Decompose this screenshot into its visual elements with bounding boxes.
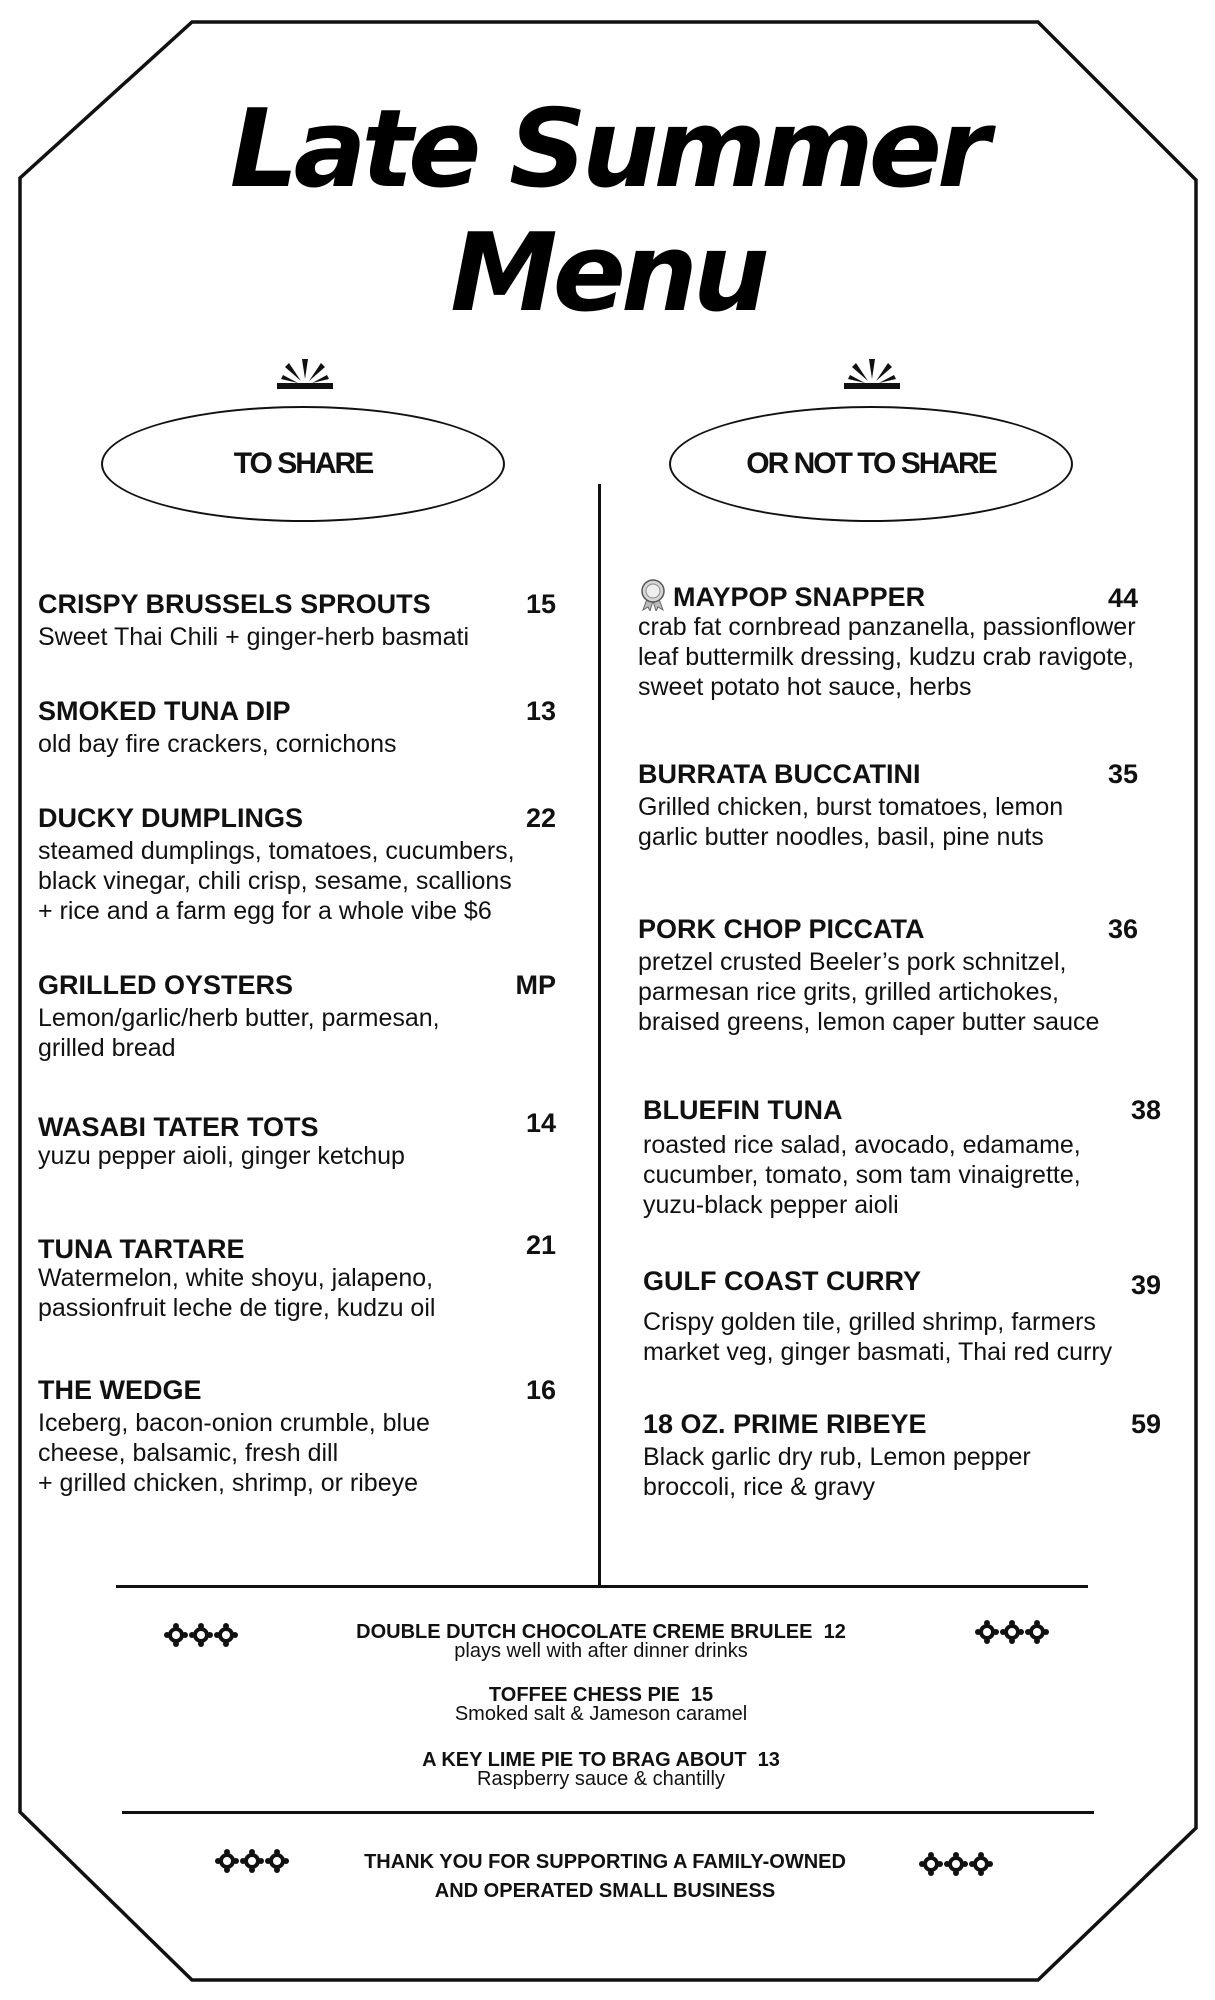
item-description: steamed dumplings, tomatoes, cucumbers, (38, 837, 515, 865)
flower-trio-icon (215, 1848, 289, 1874)
item-name: WASABI TATER TOTS (38, 1112, 319, 1142)
item-description: yuzu-black pepper aioli (643, 1191, 899, 1219)
section-heading-label: OR NOT TO SHARE (746, 447, 996, 480)
dessert-item (300, 1622, 902, 1660)
section-heading-to-share (101, 406, 505, 522)
item-price: 21 (525, 1230, 556, 1260)
item-name: TUNA TARTARE (38, 1234, 245, 1264)
item-description: cucumber, tomato, som tam vinaigrette, (643, 1161, 1081, 1189)
menu-item-smoked-tuna-dip (38, 696, 556, 759)
item-description: broccoli, rice & gravy (643, 1473, 876, 1501)
item-price: 13 (525, 696, 556, 726)
item-description: Sweet Thai Chili + ginger-herb basmati (38, 623, 470, 651)
item-name: GRILLED OYSTERS (38, 970, 294, 1000)
item-name: DUCKY DUMPLINGS (38, 803, 304, 833)
item-description: crab fat cornbread panzanella, passionflower (638, 613, 1136, 641)
item-description: cheese, balsamic, fresh dill (38, 1439, 339, 1467)
item-description: Lemon/garlic/herb butter, parmesan, (38, 1004, 440, 1032)
item-name: CRISPY BRUSSELS SPROUTS (38, 589, 431, 619)
item-price: 39 (1130, 1270, 1161, 1300)
item-price: 59 (1130, 1409, 1161, 1439)
item-description: braised greens, lemon caper butter sauce (638, 1008, 1100, 1036)
dessert-name: DOUBLE DUTCH CHOCOLATE CREME BRULEE 12 (356, 1621, 846, 1643)
item-description: parmesan rice grits, grilled artichokes, (638, 978, 1059, 1006)
dessert-item (300, 1750, 902, 1788)
menu-item-ducky-dumplings (38, 803, 556, 926)
item-description: + grilled chicken, shrimp, or ribeye (38, 1469, 419, 1497)
item-name: 18 OZ. PRIME RIBEYE (643, 1409, 927, 1439)
menu-item-burrata-buccatini (638, 759, 1156, 852)
item-price: 44 (1107, 583, 1138, 613)
section-heading-or-not-to-share (669, 406, 1073, 522)
item-description: leaf buttermilk dressing, kudzu crab ravigote, (638, 643, 1135, 671)
section-heading-label: TO SHARE (233, 447, 373, 480)
menu-item-the-wedge (38, 1375, 556, 1498)
dessert-name: A KEY LIME PIE TO BRAG ABOUT 13 (422, 1749, 780, 1771)
menu-item-18-oz-prime-ribeye (643, 1409, 1161, 1502)
menu-item-bluefin-tuna (643, 1095, 1161, 1220)
item-price: 35 (1107, 759, 1138, 789)
column-divider (598, 484, 601, 1586)
item-price: 15 (525, 589, 556, 619)
menu-item-pork-chop-piccata (638, 914, 1156, 1037)
dessert-description: plays well with after dinner drinks (454, 1640, 748, 1662)
thank-you-line: THANK YOU FOR SUPPORTING A FAMILY-OWNED (364, 1851, 846, 1873)
sunburst-icon (842, 355, 902, 391)
item-description: + rice and a farm egg for a whole vibe $6 (38, 897, 492, 925)
item-name: BURRATA BUCCATINI (638, 759, 921, 789)
menu-item-maypop-snapper (638, 579, 1156, 702)
menu-item-grilled-oysters (38, 970, 556, 1063)
item-description: pretzel crusted Beeler’s pork schnitzel, (638, 948, 1067, 976)
item-name: THE WEDGE (38, 1375, 202, 1405)
item-price: 14 (525, 1108, 556, 1138)
flower-trio-icon (919, 1851, 993, 1877)
item-name: GULF COAST CURRY (643, 1266, 921, 1296)
dessert-description: Raspberry sauce & chantilly (477, 1768, 725, 1790)
item-price: 36 (1107, 914, 1138, 944)
menu-item-gulf-coast-curry (643, 1266, 1161, 1367)
section-divider (116, 1585, 1088, 1588)
sunburst-icon (275, 355, 335, 391)
item-price: 22 (525, 803, 556, 833)
menu-item-tuna-tartare (38, 1230, 556, 1323)
item-description: Grilled chicken, burst tomatoes, lemon (638, 793, 1064, 821)
item-description: Iceberg, bacon-onion crumble, blue (38, 1409, 430, 1437)
award-icon (638, 579, 668, 611)
item-description: old bay fire crackers, cornichons (38, 730, 397, 758)
item-description: sweet potato hot sauce, herbs (638, 673, 972, 701)
item-description: Crispy golden tile, grilled shrimp, farmers (643, 1308, 1096, 1336)
dessert-item (300, 1685, 902, 1723)
item-description: grilled bread (38, 1034, 176, 1062)
menu-item-wasabi-tater-tots (38, 1108, 556, 1171)
item-price: 38 (1130, 1095, 1161, 1125)
flower-trio-icon (164, 1622, 238, 1648)
menu-title-line-1: Late Summer (229, 87, 986, 212)
menu-title-line-2: Menu (450, 211, 765, 336)
menu-item-crispy-brussels-sprouts (38, 589, 556, 652)
item-description: yuzu pepper aioli, ginger ketchup (38, 1142, 405, 1170)
item-name: SMOKED TUNA DIP (38, 696, 291, 726)
thank-you-line: AND OPERATED SMALL BUSINESS (434, 1880, 776, 1902)
item-description: Watermelon, white shoyu, jalapeno, (38, 1264, 434, 1292)
item-description: passionfruit leche de tigre, kudzu oil (38, 1294, 436, 1322)
dessert-name: TOFFEE CHESS PIE 15 (488, 1684, 714, 1706)
item-description: Black garlic dry rub, Lemon pepper (643, 1443, 1031, 1471)
item-description: garlic butter noodles, basil, pine nuts (638, 823, 1044, 851)
flower-trio-icon (975, 1619, 1049, 1645)
item-description: roasted rice salad, avocado, edamame, (643, 1131, 1081, 1159)
item-name: BLUEFIN TUNA (643, 1095, 843, 1125)
thank-you-note (300, 1848, 910, 1906)
item-name: PORK CHOP PICCATA (638, 914, 925, 944)
item-price: MP (515, 970, 556, 1000)
item-description: market veg, ginger basmati, Thai red curry (643, 1338, 1113, 1366)
dessert-description: Smoked salt & Jameson caramel (454, 1703, 748, 1725)
item-description: black vinegar, chili crisp, sesame, scallions (38, 867, 512, 895)
item-name: MAYPOP SNAPPER (673, 582, 926, 612)
section-divider (122, 1811, 1094, 1814)
item-price: 16 (525, 1375, 556, 1405)
